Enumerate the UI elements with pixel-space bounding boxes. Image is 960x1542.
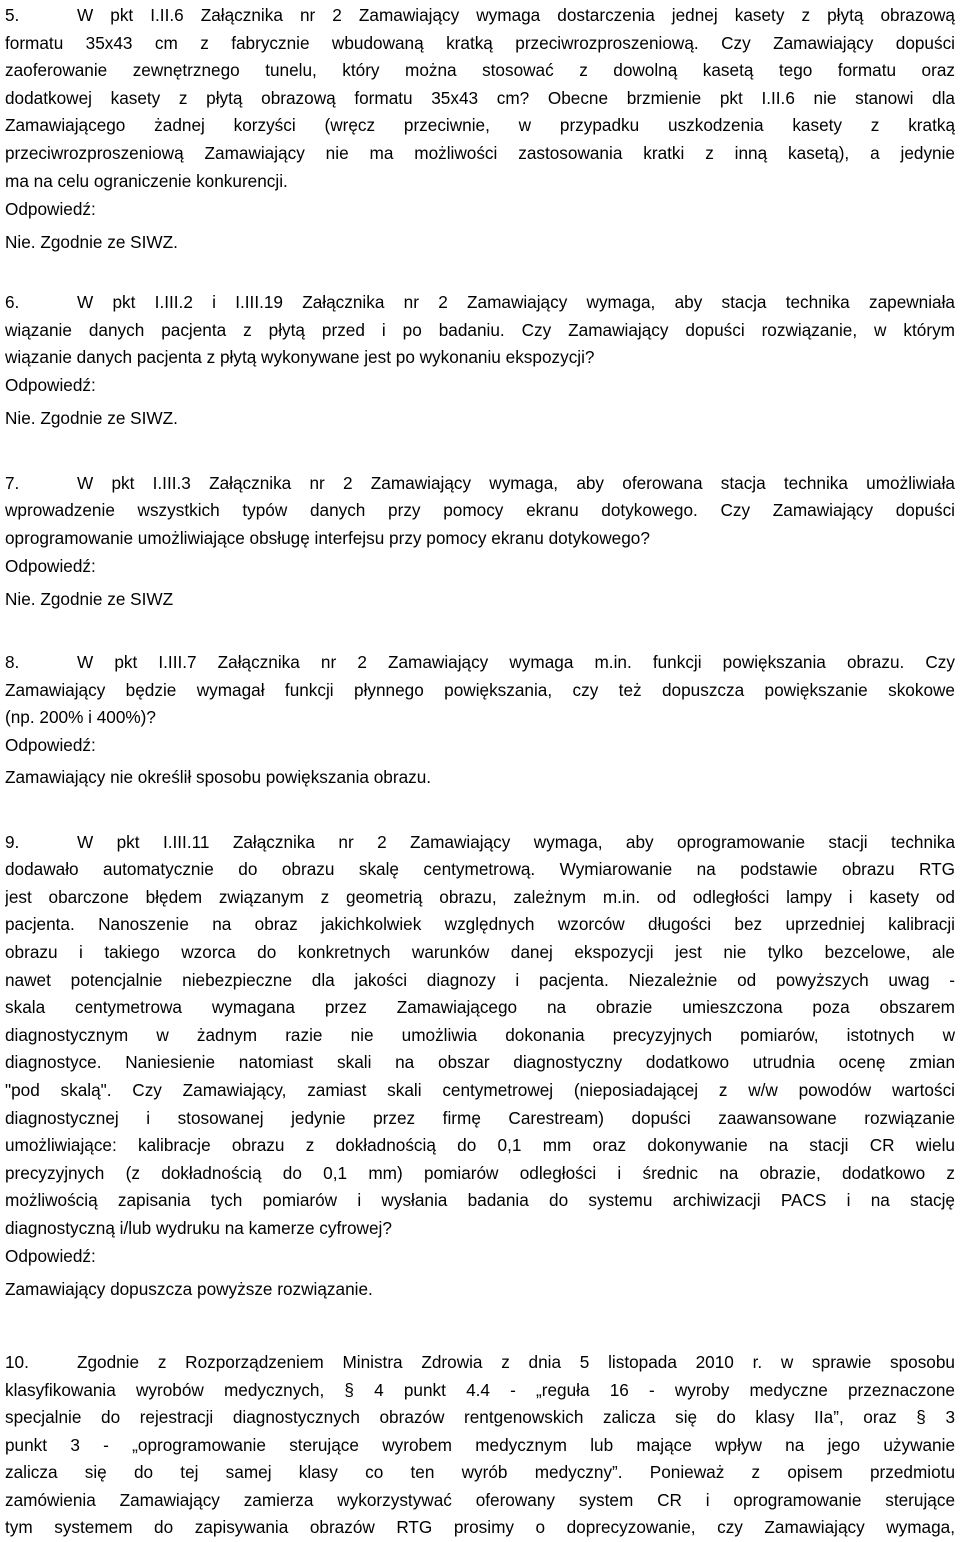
line-text: tym systemem do zapisywania obrazów RTG prosimy o doprecyzowanie, czy Zamawiający wymaga, xyxy=(5,1517,955,1537)
line-text: formatu 35x43 cm z fabrycznie wbudowaną kratką przeciwrozproszeniową. Czy Zamawiający dopuści xyxy=(5,33,955,53)
answer-label: Odpowiedź: xyxy=(5,556,96,576)
line-text: wprowadzenie wszystkich typów danych przy pomocy ekranu dotykowego. Czy Zamawiający dopuści xyxy=(5,500,955,520)
answer-text: Zamawiający dopuszcza powyższe rozwiązanie. xyxy=(5,1279,373,1299)
line-text: Zamawiający będzie wymagał funkcji płynnego powiększania, czy też dopuszcza powiększanie skokowe xyxy=(5,680,955,700)
question-text-line xyxy=(5,856,955,884)
line-text: dodatkowej kasety z płytą obrazową formatu 35x43 cm? Obecne brzmienie pkt I.II.6 nie stanowi dla xyxy=(5,88,955,108)
line-text: W pkt I.III.11 Załącznika nr 2 Zamawiający wymaga, aby oprogramowanie stacji technika xyxy=(77,832,955,852)
question-text-line xyxy=(5,57,955,85)
line-text: specjalnie do rejestracji diagnostycznych obrazów rentgenowskich zalicza się do klasy IIa”, oraz § 3 xyxy=(5,1407,955,1427)
line-text: klasyfikowania wyrobów medycznych, § 4 punkt 4.4 - „reguła 16 - wyroby medyczne przeznaczone xyxy=(5,1380,955,1400)
line-text: skala centymetrowa wymagana przez Zamawiającego na obrazie umieszczona poza obszarem xyxy=(5,997,955,1017)
answer-label: Odpowiedź: xyxy=(5,199,96,219)
line-text: wiązanie danych pacjenta z płytą wykonywane jest po wykonaniu ekspozycji? xyxy=(5,347,595,367)
line-text: dodawało automatycznie do obrazu skalę centymetrową. Wymiarowanie na podstawie obrazu RTG xyxy=(5,859,955,879)
question-text-line xyxy=(5,1132,955,1160)
answer-text: Nie. Zgodnie ze SIWZ. xyxy=(5,408,178,428)
line-text: diagnostyce. Naniesienie natomiast skali na obszar diagnostyczny dodatkowo utrudnia ocenę zmian xyxy=(5,1052,955,1072)
question-text-line xyxy=(5,1160,955,1188)
question-text-line xyxy=(5,525,955,553)
question-text-line xyxy=(5,85,955,113)
question-text-line xyxy=(5,967,955,995)
question-text-line xyxy=(5,1215,955,1243)
question-number: 7. xyxy=(5,473,20,493)
answer-text: Nie. Zgodnie ze SIWZ. xyxy=(5,232,178,252)
question-text-line xyxy=(5,497,955,525)
line-text: Zgodnie z Rozporządzeniem Ministra Zdrowia z dnia 5 listopada 2010 r. w sprawie sposobu xyxy=(77,1352,955,1372)
question-text-line xyxy=(5,1487,955,1515)
line-text: "pod skalą". Czy Zamawiający, zamiast skali centymetrowej (nieposiadającej z w/w powodów wartości xyxy=(5,1080,955,1100)
question-text-line xyxy=(5,1404,955,1432)
question-text-line xyxy=(5,994,955,1022)
question-text-line xyxy=(5,140,955,168)
question-text-line xyxy=(5,344,955,372)
line-text: możliwością zapisania tych pomiarów i wysłania badania do systemu archiwizacji PACS i na stację xyxy=(5,1190,955,1210)
line-text: wiązanie danych pacjenta z płytą przed i po badaniu. Czy Zamawiający dopuści rozwiązanie, w którym xyxy=(5,320,955,340)
line-text: ma na celu ograniczenie konkurencji. xyxy=(5,171,288,191)
line-text: pacjenta. Nanoszenie na obraz jakichkolwiek względnych wzorców długości bez uprzedniej kalibracji xyxy=(5,914,955,934)
line-text: (np. 200% i 400%)? xyxy=(5,707,156,727)
line-text: diagnostyczną i/lub wydruku na kamerze cyfrowej? xyxy=(5,1218,392,1238)
question-heading xyxy=(5,289,955,317)
line-text: zalicza się do tej samej klasy co ten wyrób medyczny”. Ponieważ z opisem przedmiotu xyxy=(5,1462,955,1482)
line-text: jest obarczone błędem związanym z geometrią obrazu, zależnym m.in. od odległości lampy i kasety od xyxy=(5,887,955,907)
line-text: diagnostycznej i stosowanej jedynie przez firmę Carestream) dopuści zaawansowane rozwiązanie xyxy=(5,1108,955,1128)
question-text-line xyxy=(5,1377,955,1405)
question-text-line xyxy=(5,1514,955,1542)
question-text-line xyxy=(5,317,955,345)
question-number: 8. xyxy=(5,652,20,672)
line-text: precyzyjnych (z dokładnością do 0,1 mm) pomiarów odległości i średnic na obrazie, dodatkowo z xyxy=(5,1163,955,1183)
question-heading xyxy=(5,649,955,677)
question-heading xyxy=(5,2,955,30)
answer-label: Odpowiedź: xyxy=(5,735,96,755)
question-text-line xyxy=(5,1022,955,1050)
question-text-line xyxy=(5,939,955,967)
line-text: umożliwiające: kalibracje obrazu z dokładnością do 0,1 mm oraz dokonywanie na stacji CR wielu xyxy=(5,1135,955,1155)
line-text: zamówienia Zamawiający zamierza wykorzystywać oferowany system CR i oprogramowanie sterujące xyxy=(5,1490,955,1510)
line-text: nawet potencjalnie niebezpieczne dla jakości diagnozy i pacjenta. Niezależnie od powyższych uwag - xyxy=(5,970,955,990)
answer-text: Nie. Zgodnie ze SIWZ xyxy=(5,589,174,609)
question-text-line xyxy=(5,30,955,58)
line-text: przeciwrozproszeniową Zamawiający nie ma możliwości zastosowania kratki z inną kasetą), a jedynie xyxy=(5,143,955,163)
line-text: W pkt I.III.2 i I.III.19 Załącznika nr 2 Zamawiający wymaga, aby stacja technika zapewniała xyxy=(77,292,955,312)
question-text-line xyxy=(5,1432,955,1460)
question-text-line xyxy=(5,1187,955,1215)
line-text: Zamawiającego żadnej korzyści (wręcz przeciwnie, w przypadku uszkodzenia kasety z kratką xyxy=(5,115,955,135)
line-text: W pkt I.III.7 Załącznika nr 2 Zamawiający wymaga m.in. funkcji powiększania obrazu. Czy xyxy=(77,652,955,672)
question-text-line xyxy=(5,677,955,705)
answer-label: Odpowiedź: xyxy=(5,1246,96,1266)
question-text-line xyxy=(5,1049,955,1077)
question-number: 5. xyxy=(5,5,20,25)
answer-text: Zamawiający nie określił sposobu powiększania obrazu. xyxy=(5,767,432,787)
question-number: 10. xyxy=(5,1352,29,1372)
question-text-line xyxy=(5,1077,955,1105)
line-text: W pkt I.III.3 Załącznika nr 2 Zamawiający wymaga, aby oferowana stacja technika umożliwiała xyxy=(77,473,955,493)
question-text-line xyxy=(5,1105,955,1133)
question-text-line xyxy=(5,112,955,140)
question-text-line xyxy=(5,911,955,939)
question-text-line xyxy=(5,1459,955,1487)
answer-label: Odpowiedź: xyxy=(5,375,96,395)
question-text-line xyxy=(5,704,955,732)
line-text: diagnostycznym w żadnym razie nie umożliwia dokonania precyzyjnych pomiarów, istotnych w xyxy=(5,1025,955,1045)
line-text: obrazu i takiego wzorca do konkretnych warunków danej ekspozycji jest nie tylko bezcelowe, ale xyxy=(5,942,955,962)
question-number: 6. xyxy=(5,292,20,312)
question-heading xyxy=(5,470,955,498)
line-text: W pkt I.II.6 Załącznika nr 2 Zamawiający wymaga dostarczenia jednej kasety z płytą obrazową xyxy=(77,5,955,25)
question-text-line xyxy=(5,168,955,196)
question-heading xyxy=(5,829,955,857)
question-number: 9. xyxy=(5,832,20,852)
line-text: zaoferowanie zewnętrznego tunelu, który można stosować z dowolną kasetą tego formatu oraz xyxy=(5,60,955,80)
line-text: oprogramowanie umożliwiające obsługę interfejsu przy pomocy ekranu dotykowego? xyxy=(5,528,650,548)
question-heading xyxy=(5,1349,955,1377)
line-text: punkt 3 - „oprogramowanie sterujące wyrobem medycznym lub mające wpływ na jego używanie xyxy=(5,1435,955,1455)
question-text-line xyxy=(5,884,955,912)
